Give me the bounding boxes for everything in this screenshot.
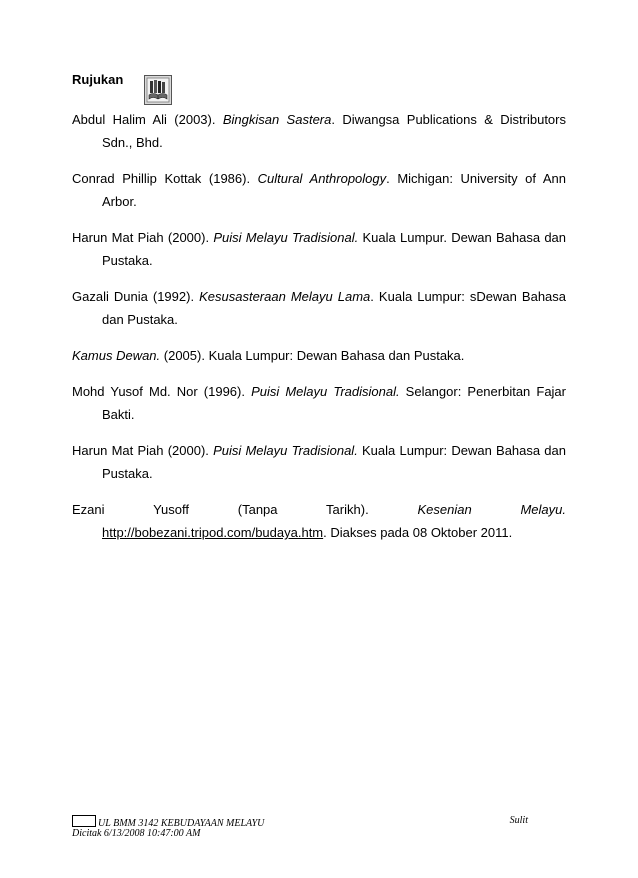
- reference-details: Selangor: Penerbitan Fajar Bakti.: [102, 384, 566, 422]
- reference-details: (2005). Kuala Lumpur: Dewan Bahasa dan Pustaka.: [160, 348, 465, 363]
- reference-author-year: Mohd Yusof Md. Nor (1996).: [72, 384, 252, 399]
- book-icon: [144, 75, 172, 105]
- reference-title: Puisi Melayu Tradisional.: [213, 443, 358, 458]
- reference-author-year: Conrad Phillip Kottak (1986).: [72, 171, 258, 186]
- reference-title: Cultural Anthropology: [257, 171, 387, 186]
- reference-entry: [72, 167, 566, 213]
- reference-details: . Michigan: University of Ann Arbor.: [102, 171, 566, 209]
- reference-author-year: Abdul Halim Ali (2003).: [72, 112, 223, 127]
- reference-author-year: Harun Mat Piah (2000).: [72, 443, 214, 458]
- heading-row: [72, 72, 123, 112]
- footer-module: UL BMM 3142 KEBUDAYAAN MELAYU: [98, 818, 265, 829]
- reference-entry: [72, 380, 566, 426]
- reference-details: Kuala Lumpur: Dewan Bahasa dan Pustaka.: [102, 443, 566, 481]
- reference-details: . Diakses pada 08 Oktober 2011.: [323, 525, 513, 540]
- footer-box: [72, 815, 96, 827]
- reference-title: Kesenian Melayu.: [417, 502, 566, 517]
- reference-entry: [72, 498, 566, 544]
- page-heading: Rujukan: [72, 72, 124, 87]
- footer-printed: Dicitak 6/13/2008 10:47:00 AM: [72, 828, 201, 839]
- reference-entry: [72, 285, 566, 331]
- reference-details: . Kuala Lumpur: sDewan Bahasa dan Pustaka.: [102, 289, 567, 327]
- reference-author-year: Ezani Yusoff (Tanpa Tarikh).: [72, 502, 418, 517]
- reference-link[interactable]: http://bobezani.tripod.com/budaya.htm: [102, 525, 324, 540]
- page-footer: [72, 815, 528, 840]
- reference-list: [72, 108, 566, 557]
- reference-title: Puisi Melayu Tradisional.: [213, 230, 359, 245]
- reference-entry: [72, 108, 566, 154]
- reference-details: Kuala Lumpur. Dewan Bahasa dan Pustaka.: [102, 230, 567, 268]
- reference-entry: [72, 344, 566, 367]
- reference-entry: [72, 226, 566, 272]
- reference-title: Bingkisan Sastera: [222, 112, 332, 127]
- reference-title: Kamus Dewan.: [72, 348, 161, 363]
- reference-title: Kesusasteraan Melayu Lama: [199, 289, 371, 304]
- reference-details: . Diwangsa Publications & Distributors Sdn., Bhd.: [102, 112, 566, 150]
- footer-status: Sulit: [509, 815, 528, 826]
- reference-author-year: Gazali Dunia (1992).: [72, 289, 200, 304]
- reference-entry: [72, 439, 566, 485]
- reference-title: Puisi Melayu Tradisional.: [251, 384, 400, 399]
- reference-author-year: Harun Mat Piah (2000).: [72, 230, 214, 245]
